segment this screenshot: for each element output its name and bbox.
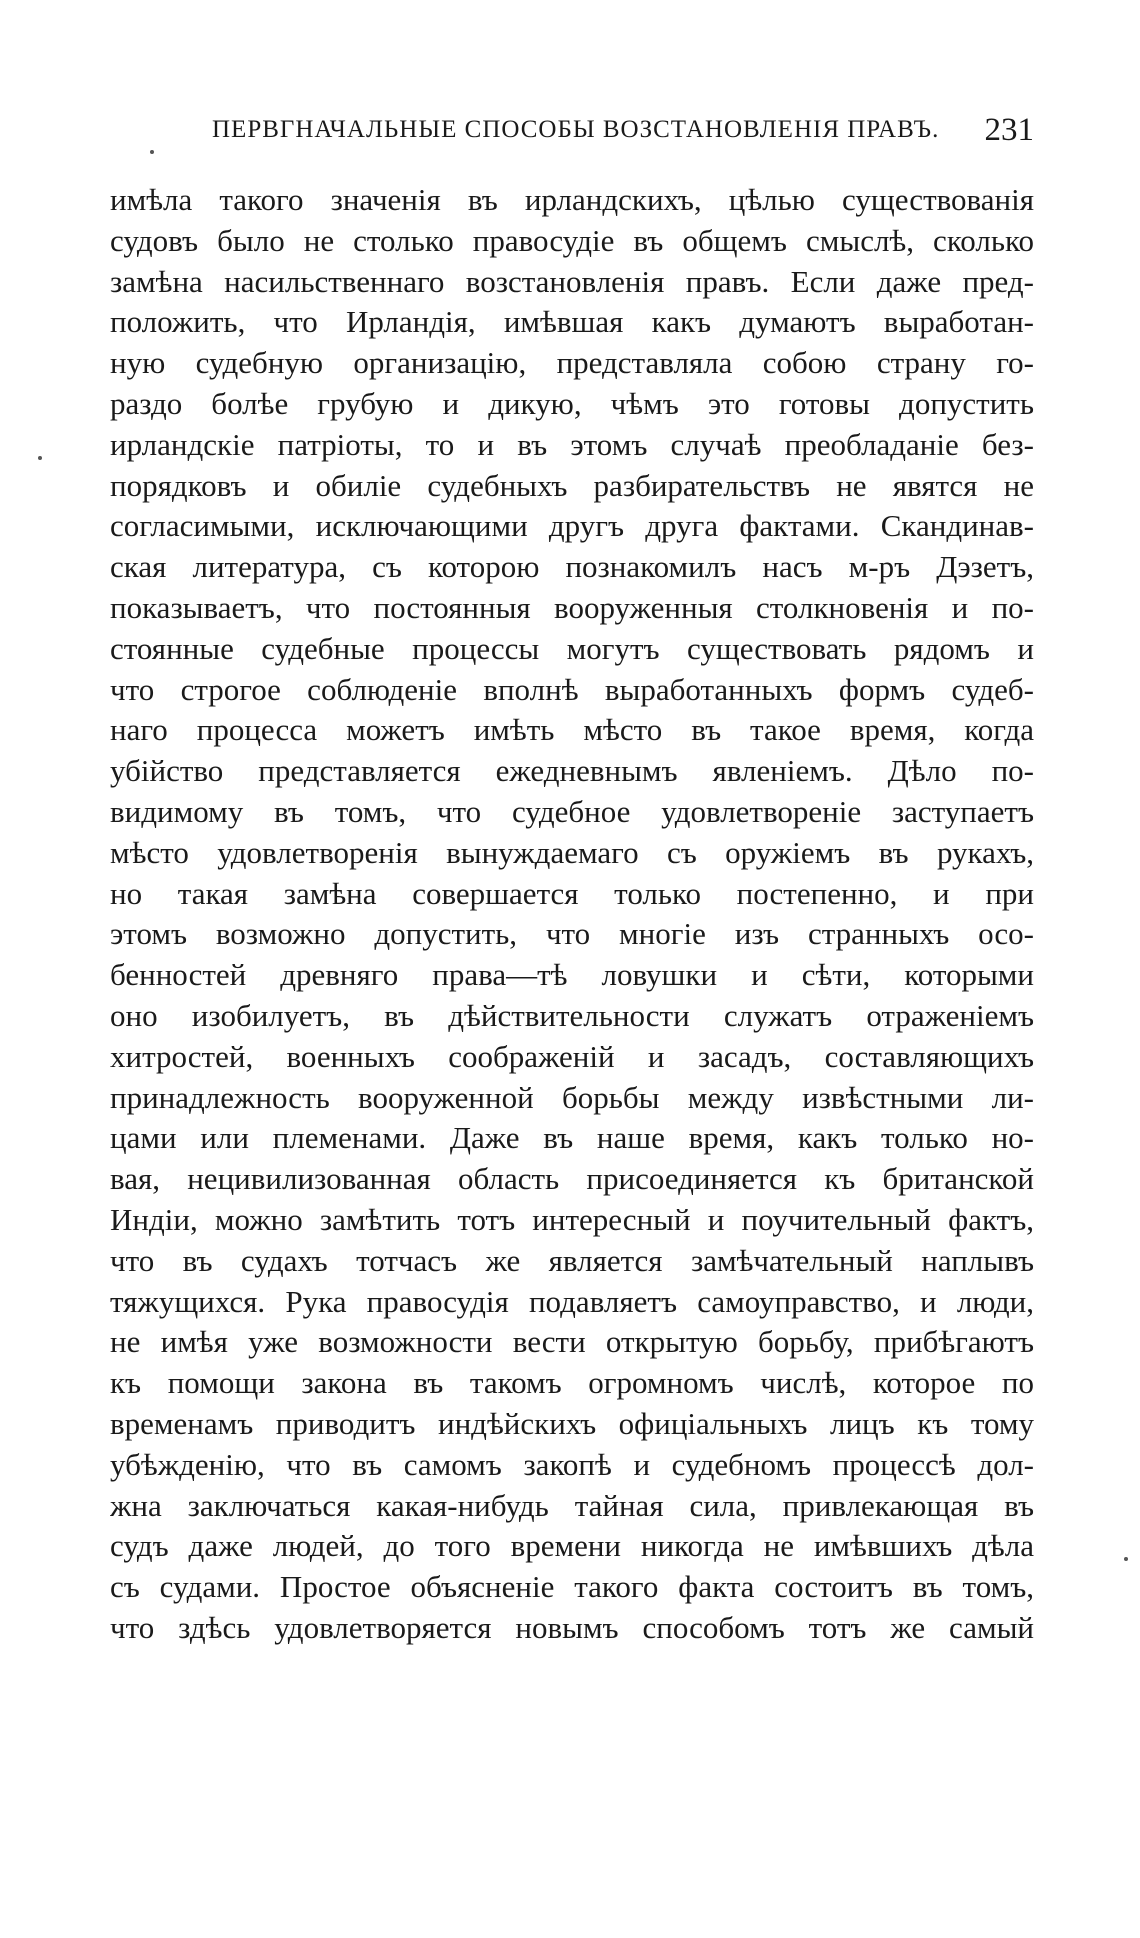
text-line: цами или племенами. Даже въ наше время, какъ только но- bbox=[110, 1120, 1034, 1156]
text-line: судовъ было не столько правосудіе въ общемъ смыслѣ, сколько bbox=[110, 222, 1034, 258]
text-line: судъ даже людей, до того времени никогда не имѣвшихъ дѣла bbox=[110, 1528, 1034, 1564]
text-line: не имѣя уже возможности вести открытую борьбу, прибѣгаютъ bbox=[110, 1324, 1034, 1360]
text-line: убѣжденію, что въ самомъ закопѣ и судебномъ процессѣ дол- bbox=[110, 1446, 1034, 1482]
text-line: но такая замѣна совершается только постепенно, и при bbox=[110, 875, 1034, 911]
text-line: съ судами. Простое объясненіе такого факта состоитъ въ томъ, bbox=[110, 1569, 1034, 1605]
running-head bbox=[212, 112, 1034, 152]
text-line: этомъ возможно допустить, что многіе изъ странныхъ осо- bbox=[110, 916, 1034, 952]
text-line: что строгое соблюденіе вполнѣ выработанныхъ формъ судеб- bbox=[110, 671, 1034, 707]
text-line: убійство представляется ежедневнымъ явленіемъ. Дѣло по- bbox=[110, 753, 1034, 789]
text-line: положить, что Ирландія, имѣвшая какъ думаютъ выработан- bbox=[110, 304, 1034, 340]
text-line: замѣна насильственнаго возстановленія правъ. Если даже пред- bbox=[110, 263, 1034, 299]
text-line: согласимыми, исключающими другъ друга фактами. Скандинав- bbox=[110, 508, 1034, 544]
margin-speck bbox=[150, 150, 154, 154]
text-line: наго процесса можетъ имѣть мѣсто въ такое время, когда bbox=[110, 712, 1034, 748]
text-line: имѣла такого значенія въ ирландскихъ, цѣлью существованія bbox=[110, 182, 1034, 217]
text-line: ную судебную организацію, представляла собою страну го- bbox=[110, 345, 1034, 381]
text-line: временамъ приводитъ индѣйскихъ офиціальныхъ лицъ къ тому bbox=[110, 1405, 1034, 1441]
text-line: ская литература, съ которою познакомилъ насъ м-ръ Дэзетъ, bbox=[110, 549, 1034, 585]
text-line: къ помощи закона въ такомъ огромномъ числѣ, которое по bbox=[110, 1365, 1034, 1401]
text-line: Индіи, можно замѣтить тотъ интересный и поучительный фактъ, bbox=[110, 1201, 1034, 1237]
margin-speck bbox=[38, 456, 42, 460]
text-line: жна заключаться какая-нибудь тайная сила, привлекающая въ bbox=[110, 1487, 1034, 1523]
text-line: оно изобилуетъ, въ дѣйствительности служатъ отраженіемъ bbox=[110, 997, 1034, 1033]
margin-speck bbox=[1124, 1557, 1128, 1561]
text-line: раздо болѣе грубую и дикую, чѣмъ это готовы допустить bbox=[110, 385, 1034, 421]
text-line: что здѣсь удовлетворяется новымъ способомъ тотъ же самый bbox=[110, 1609, 1034, 1645]
text-line: тяжущихся. Рука правосудія подавляетъ самоуправство, и люди, bbox=[110, 1283, 1034, 1319]
text-line: мѣсто удовлетворенія вынуждаемаго съ оружіемъ въ рукахъ, bbox=[110, 834, 1034, 870]
body-text bbox=[110, 180, 1034, 1649]
text-line: бенностей древняго права—тѣ ловушки и сѣти, которыми bbox=[110, 957, 1034, 993]
text-line: вая, нецивилизованная область присоединяется къ британской bbox=[110, 1161, 1034, 1197]
text-line: ирландскіе патріоты, то и въ этомъ случаѣ преобладаніе без- bbox=[110, 426, 1034, 462]
page-number: 231 bbox=[984, 112, 1034, 148]
text-line: хитростей, военныхъ соображеній и засадъ, составляющихъ bbox=[110, 1038, 1034, 1074]
text-line: что въ судахъ тотчасъ же является замѣчательный наплывъ bbox=[110, 1242, 1034, 1278]
text-line: принадлежность вооруженной борьбы между извѣстными ли- bbox=[110, 1079, 1034, 1115]
text-line: порядковъ и обиліе судебныхъ разбирательствъ не явятся не bbox=[110, 467, 1034, 503]
text-line: стоянные судебные процессы могутъ существовать рядомъ и bbox=[110, 630, 1034, 666]
text-line: показываетъ, что постоянныя вооруженныя столкновенія и по- bbox=[110, 589, 1034, 625]
running-title: ПЕРВГНАЧАЛЬНЫЕ СПОСОБЫ ВОЗСТАНОВЛЕНІЯ ПРАВЪ. bbox=[212, 116, 940, 143]
text-line: видимому въ томъ, что судебное удовлетвореніе заступаетъ bbox=[110, 793, 1034, 829]
